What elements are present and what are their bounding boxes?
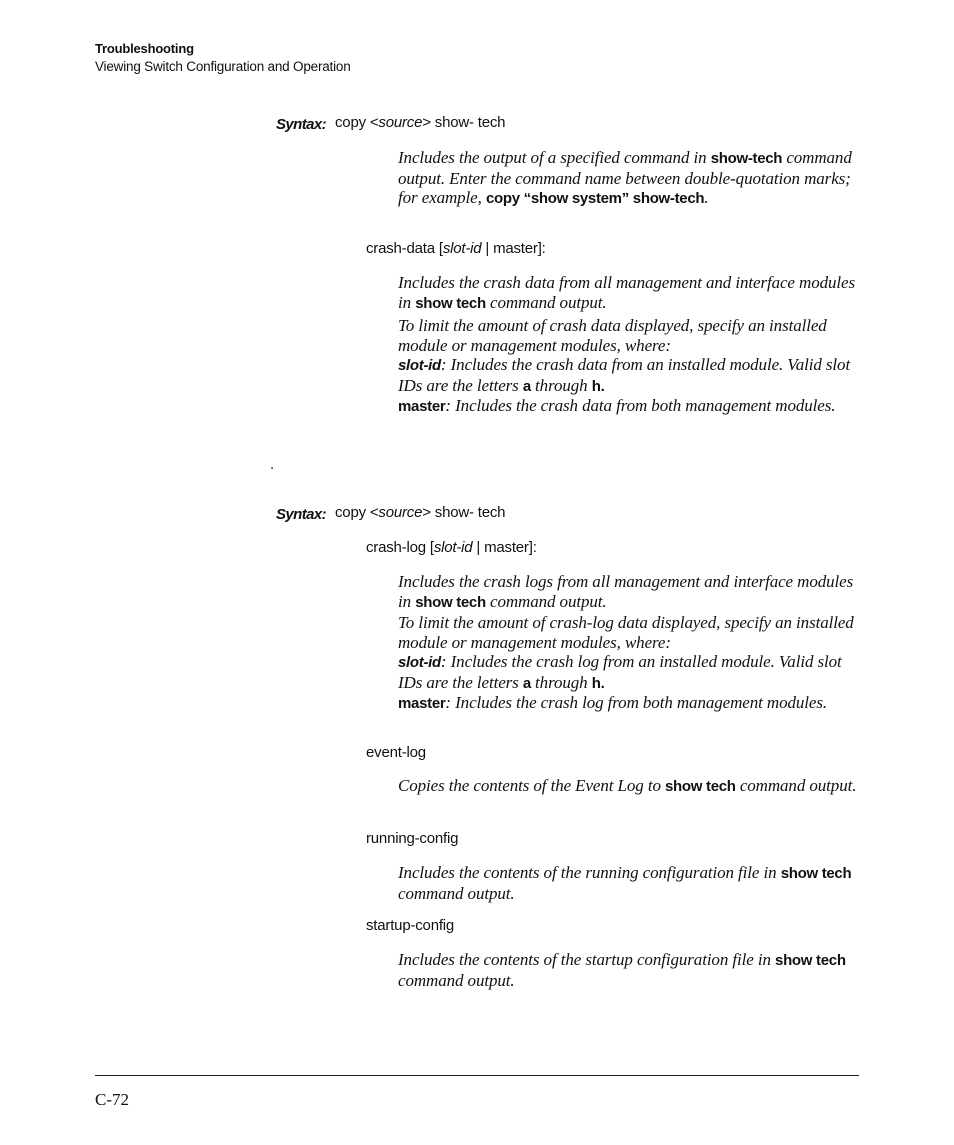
crash-data-desc-4: master: Includes the crash data from both management modules. — [398, 396, 836, 415]
crash-log-desc-1: Includes the crash logs from all management and interface modules in show tech command output. — [398, 572, 854, 611]
subsection-title: Viewing Switch Configuration and Operation — [95, 59, 351, 74]
page-number: C-72 — [95, 1090, 129, 1109]
crash-data-desc-3: slot-id: Includes the crash data from an installed module. Valid slot IDs are the letters a through h. — [398, 355, 851, 395]
crash-log-desc-4: master: Includes the crash log from both management modules. — [398, 693, 828, 712]
syntax-command-2: copy <source> show- tech — [335, 504, 506, 521]
separator-dot: . — [270, 456, 275, 473]
syntax-label-2: Syntax: — [276, 506, 326, 523]
running-config-description: Includes the contents of the running configuration file in show tech command output. — [398, 863, 852, 903]
syntax-arg-2: source — [378, 504, 423, 521]
crash-log-description — [398, 572, 860, 714]
crash-log-desc-2: To limit the amount of crash-log data displayed, specify an installed module or management modules, where: — [398, 613, 854, 652]
crash-log-desc-3: slot-id: Includes the crash log from an installed module. Valid slot IDs are the letters a through h. — [398, 652, 842, 692]
syntax-label: Syntax: — [276, 116, 326, 133]
param-startup-config: startup-config — [366, 917, 455, 934]
crash-data-description — [398, 273, 860, 417]
param-crash-log: crash-log [slot-id | master]: — [366, 539, 537, 556]
source-description: Includes the output of a specified command in show-tech command output. Enter the command name between double-quotation marks; for example, copy “show system” show-tech. — [398, 148, 852, 207]
crash-data-desc-2: To limit the amount of crash data displayed, specify an installed module or management modules, where: — [398, 316, 827, 355]
param-crash-data: crash-data [slot-id | master]: — [366, 240, 546, 257]
param-running-config: running-config — [366, 830, 459, 847]
section-title: Troubleshooting — [95, 41, 194, 56]
startup-config-description: Includes the contents of the startup configuration file in show tech command output. — [398, 950, 846, 990]
param-event-log: event-log — [366, 744, 426, 761]
syntax-command: copy <source> show- tech — [335, 114, 506, 131]
event-log-description: Copies the contents of the Event Log to show tech command output. — [398, 776, 857, 795]
syntax-arg: source — [378, 114, 423, 131]
footer-rule — [95, 1075, 859, 1076]
crash-data-desc-1: Includes the crash data from all management and interface modules in show tech command output. — [398, 273, 855, 312]
